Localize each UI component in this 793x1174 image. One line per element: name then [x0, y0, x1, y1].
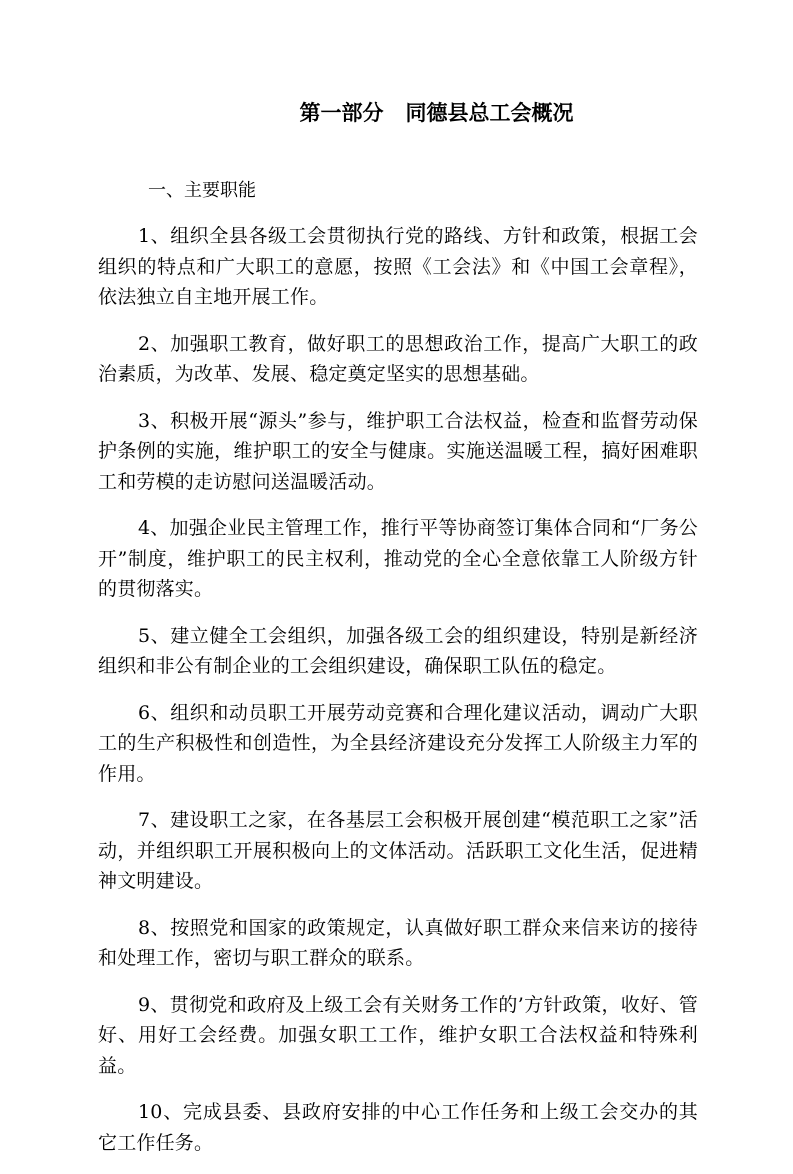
document-body — [98, 221, 698, 1174]
paragraph: 4、加强企业民主管理工作，推行平等协商签订集体合同和“厂务公开”制度，维护职工的民主权利，推动党的全心全意依靠工人阶级方针的贯彻落实。 — [98, 517, 698, 600]
paragraph: 9、贯彻党和政府及上级工会有关财务工作的’方针政策，收好、管好、用好工会经费。加强女职工工作，维护女职工合法权益和特殊利益。 — [98, 993, 698, 1077]
paragraph: 7、建设职工之家，在各基层工会积极开展创建“模范职工之家”活动，并组织职工开展积极向上的文体活动。活跃职工文化生活，促进精神文明建设。 — [98, 809, 698, 892]
section-heading: 一、主要职能 — [148, 180, 256, 201]
paragraph: 8、按照党和国家的政策规定，认真做好职工群众来信来访的接待和处理工作，密切与职工群众的联系。 — [98, 916, 698, 969]
paragraph: 6、组织和动员职工开展劳动竞赛和合理化建议活动，调动广大职工的生产积极性和创造性，为全县经济建设充分发挥工人阶级主力军的作用。 — [98, 701, 698, 785]
title-name: 同德县总工会概况 — [405, 101, 574, 125]
paragraph: 2、加强职工教育，做好职工的思想政治工作，提高广大职工的政治素质，为改革、发展、稳定奠定坚实的思想基础。 — [98, 332, 698, 385]
paragraph: 1、组织全县各级工会贯彻执行党的路线、方针和政策，根据工会组织的特点和广大职工的意愿，按照《工会法》和《中国工会章程》，依法独立自主地开展工作。 — [98, 225, 698, 308]
paragraph: 10、完成县委、县政府安排的中心工作任务和上级工会交办的其它工作任务。 — [98, 1101, 698, 1154]
paragraph: 5、建立健全工会组织，加强各级工会的组织建设，特别是新经济组织和非公有制企业的工会组织建设，确保职工队伍的稳定。 — [98, 624, 698, 677]
title-part: 第一部分 — [299, 101, 384, 125]
page-title — [0, 98, 793, 128]
paragraph: 3、积极开展“源头”参与，维护职工合法权益，检查和监督劳动保护条例的实施，维护职工的安全与健康。实施送温暖工程，搞好困难职工和劳模的走访慰问送温暖活动。 — [98, 409, 698, 493]
